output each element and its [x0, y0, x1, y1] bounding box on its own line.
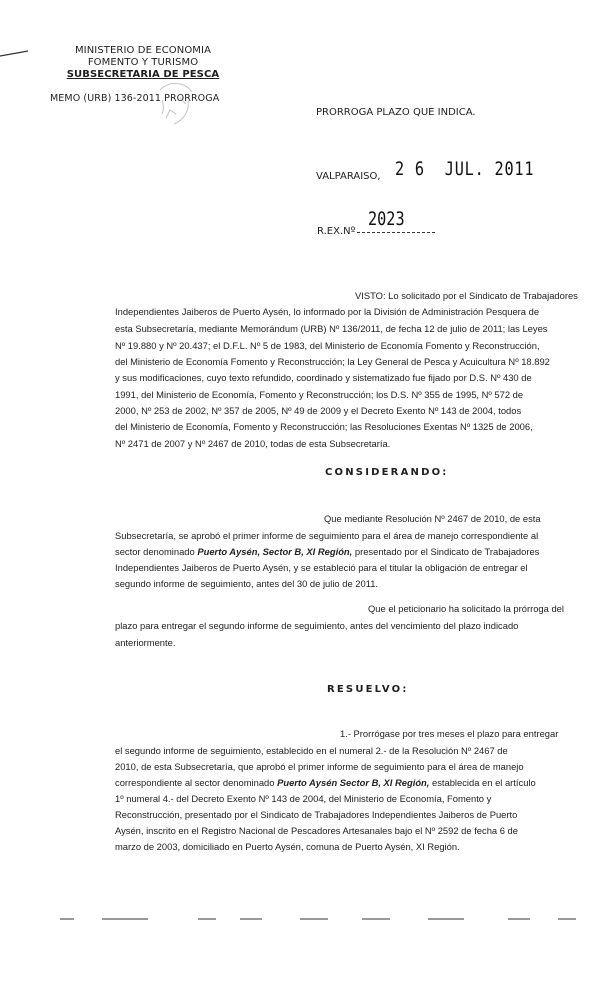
- plain-text: establecida en el artículo: [432, 777, 536, 788]
- resuelvo-line: el segundo informe de seguimiento, establecido en el numeral 2.- de la Resolución Nº 2467 de: [115, 745, 508, 756]
- resuelvo-line: 1º numeral 4.- del Decreto Exento Nº 143 de 2004, del Ministerio de Economía, Fomento y: [115, 793, 492, 804]
- rex-label: R.EX.Nº: [317, 226, 356, 237]
- seal-stamp-icon: [140, 70, 210, 140]
- resuelvo-heading: RESUELVO:: [327, 684, 409, 695]
- margin-mark: [0, 48, 30, 58]
- place-label: VALPARAISO,: [316, 171, 381, 182]
- resuelvo-line: Aysén, inscrito en el Registro Nacional de Pescadores Artesanales bajo el Nº 2592 de fecha 6 de: [115, 825, 518, 836]
- resuelvo-line: 1.- Prorrógase por tres meses el plazo para entregar: [340, 728, 559, 739]
- resuelvo-line: 2010, de esta Subsecretaría, que aprobó el primer informe de seguimiento para el área de manejo: [115, 761, 524, 772]
- visto-line: del Ministerio de Economía Fomento y Reconstrucción; la Ley General de Pesca y Acuicultura Nº 18.892: [115, 356, 550, 367]
- visto-line: esta Subsecretaría, mediante Memorándum (URB) Nº 136/2011, de fecha 12 de julio de 2011; las Leyes: [115, 323, 548, 334]
- considerando-line: Que mediante Resolución Nº 2467 de 2010, de esta: [324, 513, 541, 524]
- visto-line: del Ministerio de Economía, Fomento y Reconstrucción; las Resoluciones Exentas Nº 1325 de 2006,: [115, 421, 533, 432]
- area-name-emphasis: Puerto Aysén Sector B, XI Región,: [277, 777, 430, 788]
- visto-line: 2000, Nº 253 de 2002, Nº 357 de 2005, Nº 49 de 2009 y el Decreto Exento Nº 143 de 2004, todos: [115, 405, 522, 416]
- considerando-heading: CONSIDERANDO:: [325, 467, 449, 478]
- considerando-line: Que el peticionario ha solicitado la prórroga del: [368, 603, 564, 614]
- area-name-emphasis: Puerto Aysén, Sector B, XI Región,: [197, 546, 353, 557]
- considerando-line: plazo para entregar el segundo informe de seguimiento, antes del vencimiento del plazo indicado: [115, 620, 519, 631]
- considerando-line: Subsecretaría, se aprobó el primer informe de seguimiento para el área de manejo correspondiente al: [115, 530, 539, 541]
- considerando-line: [115, 546, 539, 557]
- date-stamp: 2 6 JUL. 2011: [395, 158, 535, 180]
- resuelvo-line: Reconstrucción, presentado por el Sindicato de Trabajadores Independientes Jaiberos de Puerto: [115, 809, 518, 820]
- ministry-line-2: FOMENTO Y TURISMO: [87, 57, 199, 68]
- document-reference: PRORROGA PLAZO QUE INDICA.: [316, 107, 476, 118]
- visto-line: 1991, del Ministerio de Economía, Fomento y Reconstrucción; los D.S. Nº 355 de 1995, Nº 572 de: [115, 389, 524, 400]
- ministry-line-1: MINISTERIO DE ECONOMIA: [74, 45, 212, 56]
- considerando-line: anteriormente.: [115, 637, 176, 648]
- considerando-line: Independientes Jaiberos de Puerto Aysén, y se estableció para el titular la obligación de entregar el: [115, 562, 528, 573]
- visto-line: VISTO: Lo solicitado por el Sindicato de Trabajadores: [355, 290, 578, 301]
- plain-text: sector denominado: [115, 546, 195, 557]
- plain-text: presentado por el Sindicato de Trabajadores: [354, 546, 540, 557]
- memo-reference: MEMO (URB) 136-2011 PRORROGA: [50, 93, 220, 104]
- rex-number: 2023: [368, 208, 405, 230]
- ministry-line-3: SUBSECRETARIA DE PESCA: [66, 69, 220, 80]
- resuelvo-line: marzo de 2003, domiciliado en Puerto Aysén, comuna de Puerto Aysén, XI Región.: [115, 841, 460, 852]
- visto-line: Nº 2471 de 2007 y Nº 2467 de 2010, todas de esta Subsecretaría.: [115, 438, 391, 449]
- rex-number-line: [357, 232, 435, 233]
- visto-line: Independientes Jaiberos de Puerto Aysén, lo informado por la División de Administración Pesquera de: [115, 306, 540, 317]
- plain-text: correspondiente al sector denominado: [115, 777, 275, 788]
- footer-scan-marks: [60, 916, 580, 922]
- resuelvo-line: [115, 777, 536, 788]
- considerando-line: segundo informe de seguimiento, antes del 30 de julio de 2011.: [115, 578, 379, 589]
- visto-line: Nº 19.880 y Nº 20.437; el D.F.L. Nº 5 de 1983, del Ministerio de Economía Fomento y Reconstrucción,: [115, 340, 540, 351]
- visto-line: y sus modificaciones, cuyo texto refundido, coordinado y sistematizado fue fijado por D.S. Nº 430 de: [115, 372, 532, 383]
